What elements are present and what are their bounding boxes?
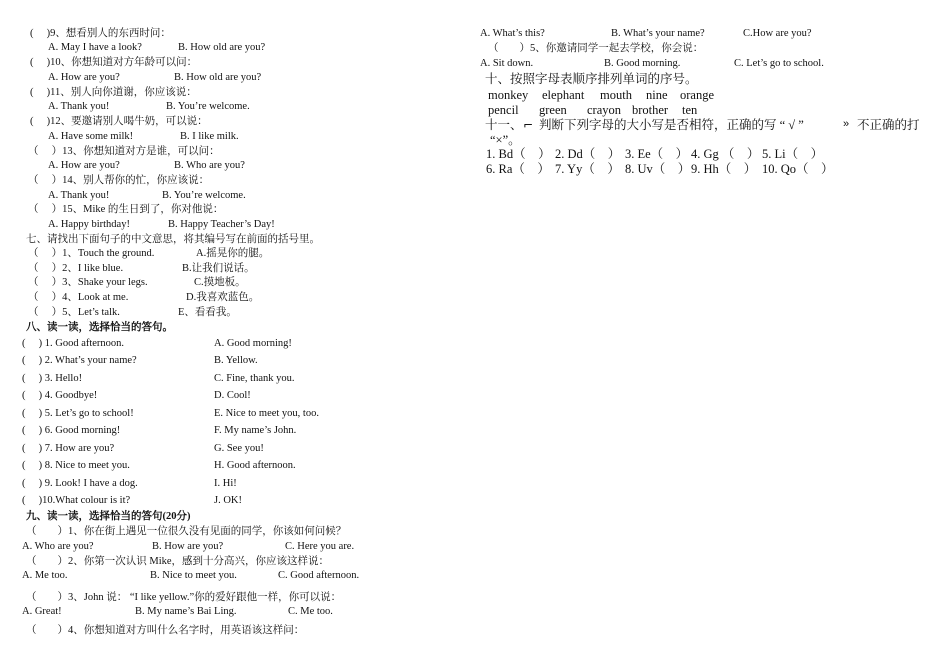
- letter-pair: 3. Ee（ ）: [625, 147, 689, 161]
- s8-row: ( ) 1. Good afternoon.: [22, 338, 125, 349]
- s8-row: ( ) 2. What’s your name?: [22, 355, 137, 366]
- s8-row: ( ) 7. How are you?: [22, 443, 115, 454]
- q11-option-a: A. Thank you!: [48, 101, 110, 112]
- q10-option-b: B. How old are you?: [174, 72, 262, 83]
- q5-option-a: A. Sit down.: [480, 58, 534, 69]
- s10-word: monkey: [488, 88, 529, 102]
- letter-pair: 7. Yy（ ）: [555, 162, 620, 176]
- q15-option-a: A. Happy birthday!: [48, 219, 130, 230]
- s8-row: ( ) 3. Hello!: [22, 373, 83, 384]
- s8-row: ( ) 8. Nice to meet you.: [22, 460, 130, 471]
- q5-option-c: C. Let’s go to school.: [734, 58, 824, 69]
- letter-pair: 9. Hh（ ）: [691, 162, 757, 176]
- s9-q3-option-a: A. Great!: [22, 606, 62, 617]
- letter-pair: 10. Qo（ ）: [762, 162, 834, 176]
- s8-answer: E. Nice to meet you, too.: [214, 408, 319, 419]
- s8-row: ( ) 5. Let’s go to school!: [22, 408, 134, 419]
- s8-row: ( ) 4. Goodbye!: [22, 390, 98, 401]
- s8-answer: F. My name’s John.: [214, 425, 297, 436]
- letter-pair: 1. Bd（ ）: [486, 147, 551, 161]
- s7-answer: E、看看我。: [178, 307, 237, 318]
- s7-answer: B.让我们说话。: [182, 263, 255, 274]
- letter-pair: 6. Ra（ ）: [486, 162, 550, 176]
- section-8-title: 八、读一读，选择恰当的答句。: [26, 322, 173, 333]
- s8-row: ( )10.What colour is it?: [22, 495, 131, 506]
- s8-row: ( ) 6. Good morning!: [22, 425, 121, 436]
- q14-option-a: A. Thank you!: [48, 190, 110, 201]
- s7-row: （ ）2、I like blue.: [28, 263, 124, 274]
- s10-word: mouth: [600, 88, 632, 102]
- s9-question-1: （ ）1、你在街上遇见一位很久没有见面的同学，你该如何问候？: [26, 526, 347, 537]
- question-12: ( )12、要邀请别人喝牛奶，可以说：: [30, 116, 208, 127]
- s9-q1-option-b: B. How are you?: [152, 541, 224, 552]
- s9-q2-option-b: B. Nice to meet you.: [150, 570, 237, 581]
- s10-word: ten: [682, 103, 698, 117]
- s7-row: （ ）3、Shake your legs.: [28, 277, 148, 288]
- section-11-title: 判断下列字母的大小写是否相符，正确的写 “ √ ”: [539, 118, 804, 132]
- s9-q2-option-a: A. Me too.: [22, 570, 68, 581]
- q10-option-a: A. How are you?: [48, 72, 120, 83]
- s10-word: pencil: [488, 103, 519, 117]
- s9-q2-option-c: C. Good afternoon.: [278, 570, 360, 581]
- question-5: （ ）5、你邀请同学一起去学校，你会说：: [488, 43, 704, 54]
- s8-answer: B. Yellow.: [214, 355, 258, 366]
- q12-option-a: A. Have some milk!: [48, 131, 134, 142]
- s8-answer: G. See you!: [214, 443, 264, 454]
- q4-option-c: C.How are you?: [743, 28, 812, 39]
- q9-option-b: B. How old are you?: [178, 42, 266, 53]
- q5-option-b: B. Good morning.: [604, 58, 681, 69]
- s7-row: （ ）5、Let’s talk.: [28, 307, 120, 318]
- section-7-title: 七、请找出下面句子的中文意思，将其编号写在前面的括号里。: [26, 234, 320, 245]
- s9-q3-option-b: B. My name’s Bai Ling.: [135, 606, 237, 617]
- question-9: ( )9、想看别人的东西时问：: [30, 28, 171, 39]
- s9-q1-option-a: A. Who are you?: [22, 541, 94, 552]
- section-11-title-end: 不正确的打: [857, 118, 920, 132]
- letter-pair: 5. Li（ ）: [762, 147, 824, 161]
- q11-option-b: B. You’re welcome.: [166, 101, 250, 112]
- s10-word: orange: [680, 88, 715, 102]
- question-11: ( )11、别人向你道谢，你应该说：: [30, 87, 197, 98]
- s7-answer: C.摸地板。: [194, 277, 246, 288]
- s7-answer: D.我喜欢蓝色。: [186, 292, 260, 303]
- q13-option-a: A. How are you?: [48, 160, 120, 171]
- s9-question-2: （ ）2、你第一次认识 Mike，感到十分高兴，你应该这样说：: [26, 556, 330, 567]
- q12-option-b: B. I like milk.: [180, 131, 239, 142]
- s8-answer: D. Cool!: [214, 390, 251, 401]
- section-11-title-number: 十一、: [485, 118, 523, 132]
- question-14: （ ）14、别人帮你的忙，你应该说：: [28, 175, 210, 186]
- letter-pair: 4. Gg （ ）: [691, 147, 760, 161]
- s10-word: brother: [632, 103, 669, 117]
- question-13: （ ）13、你想知道对方是谁，可以问：: [28, 146, 220, 157]
- q14-option-b: B. You’re welcome.: [162, 190, 246, 201]
- q13-option-b: B. Who are you?: [174, 160, 245, 171]
- s7-row: （ ）4、Look at me.: [28, 292, 129, 303]
- s10-word: green: [539, 103, 567, 117]
- s10-word: crayon: [587, 103, 622, 117]
- s8-row: ( ) 9. Look! I have a dog.: [22, 478, 138, 489]
- s9-q1-option-c: C. Here you are.: [285, 541, 355, 552]
- q4-option-b: B. What’s your name?: [611, 28, 705, 39]
- q4-option-a: A. What’s this?: [480, 28, 545, 39]
- s10-word: nine: [646, 88, 668, 102]
- q9-option-a: A. May I have a look?: [48, 42, 142, 53]
- s9-q3-option-c: C. Me too.: [288, 606, 333, 617]
- question-10: ( )10、你想知道对方年龄可以问：: [30, 57, 198, 68]
- fold-mark-icon: »: [843, 118, 850, 130]
- s7-row: （ ）1、Touch the ground.: [28, 248, 155, 259]
- section-11-title-cross: “×”。: [490, 133, 521, 147]
- section-10-title: 十、按照字母表顺序排列单词的序号。: [485, 72, 698, 86]
- s7-answer: A.摇晃你的腿。: [196, 248, 270, 259]
- s8-answer: J. OK!: [214, 495, 242, 506]
- q15-option-b: B. Happy Teacher’s Day!: [168, 219, 275, 230]
- s9-question-4: （ ）4、你想知道对方叫什么名字时，用英语该这样问：: [26, 625, 305, 636]
- s10-word: elephant: [542, 88, 585, 102]
- section-9-title: 九、读一读，选择恰当的答句(20分): [26, 511, 191, 522]
- s9-question-3: （ ）3、John 说： “I like yellow.”你的爱好跟他一样，你可以说：: [26, 592, 342, 603]
- s8-answer: C. Fine, thank you.: [214, 373, 295, 384]
- letter-pair: 8. Uv（ ）: [625, 162, 691, 176]
- question-15: （ ）15、Mike 的生日到了，你对他说：: [28, 204, 224, 215]
- s8-answer: I. Hi!: [214, 478, 237, 489]
- letter-pair: 2. Dd（ ）: [555, 147, 621, 161]
- s8-answer: A. Good morning!: [214, 338, 292, 349]
- bracket-arrow-icon: ⌐: [523, 118, 534, 132]
- s8-answer: H. Good afternoon.: [214, 460, 296, 471]
